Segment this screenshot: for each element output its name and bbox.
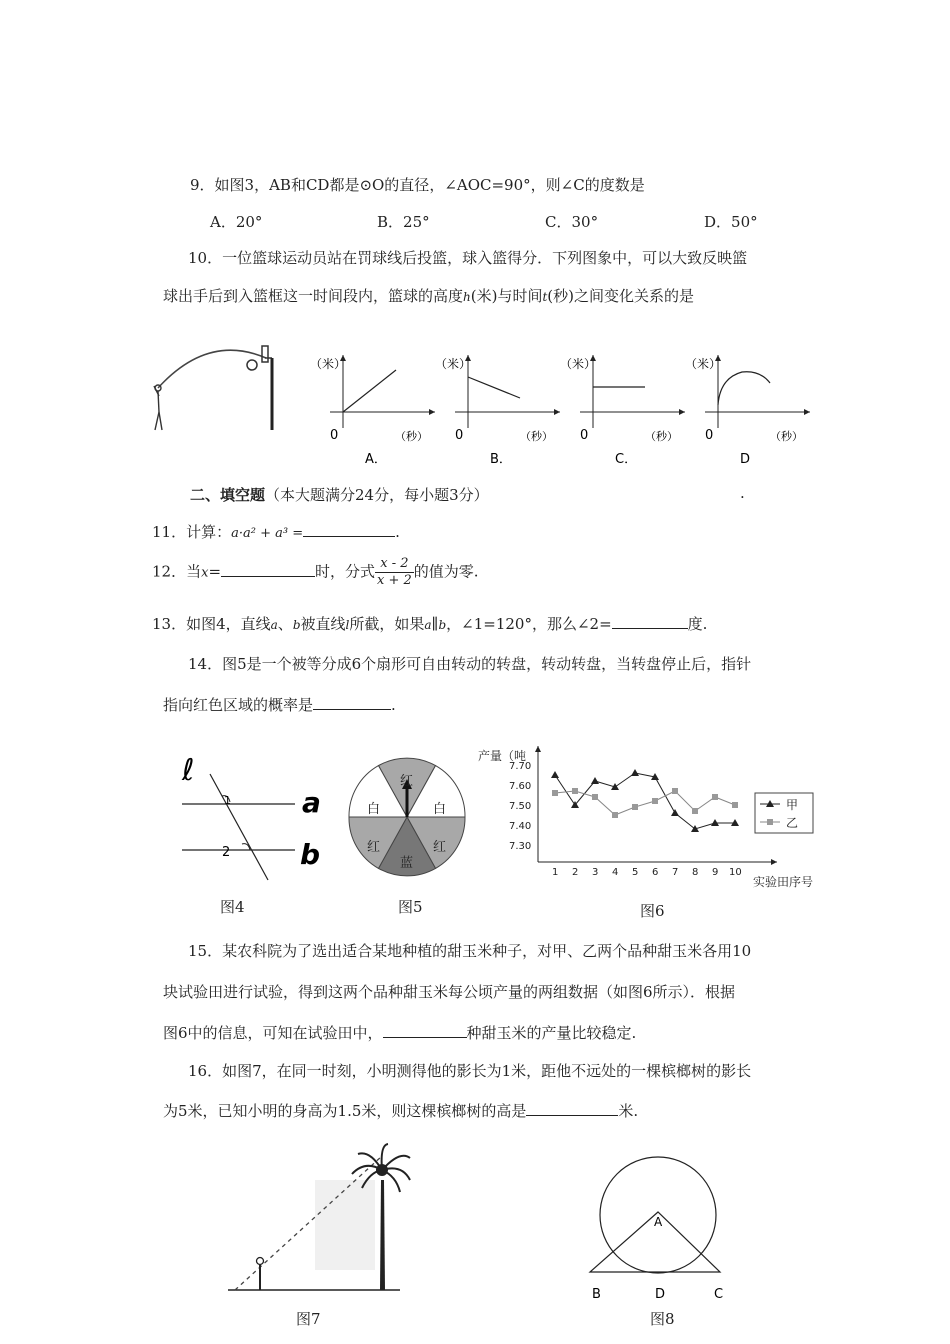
legend-series-jia: 甲 [786,798,799,812]
graph-b-origin: 0 [455,428,464,443]
q10-line2: 球出手后到入篮框这一时间段内，篮球的高度h(米)与时间t(秒)之间变化关系的是 [163,287,695,305]
chart-point-square [552,790,558,796]
chart-series-line [555,791,735,815]
q16-line1: 16．如图7，在同一时刻，小明测得他的影长为1米，距他不远处的一棵槟榔树的影长 [188,1062,752,1080]
graph-c-x-label: （秒） [645,430,678,443]
graph-a-y-label: （米） [310,357,347,371]
graph-b-y-label: （米） [435,357,472,371]
chart-y-tick-label: 7.60 [509,781,532,792]
q15-line3: 图6中的信息，可知在试验田中， 种甜玉米的产量比较稳定. [163,1024,637,1042]
chart-point-triangle [591,777,599,784]
chart-x-tick-label: 10 [729,867,742,878]
line-a-label: a [302,786,321,819]
line-l-label: ℓ [182,753,195,788]
q14-line1: 14．图5是一个被等分成6个扇形可自由转动的转盘，转动转盘，当转盘停止后，指针 [188,655,752,673]
q12-fraction: $\frac{x - 2}{x + 2}$ [377,556,412,588]
point-d-label: D [655,1287,666,1302]
chart-point-square [692,808,698,814]
chart-x-tick-label: 4 [612,867,619,878]
chart-y-tick-label: 7.30 [509,841,532,852]
q9-option-c: C．30° [545,213,599,231]
q14-answer-blank[interactable] [313,695,391,710]
q11: 11．计算：a·a² + a³ = . [152,523,400,541]
var-h: h [463,290,471,304]
graph-d-y-label: （米） [685,357,722,371]
chart-y-tick-label: 7.40 [509,821,532,832]
chart-series-line [555,773,735,829]
person-icon [257,1258,264,1291]
figure-8 [580,1140,730,1305]
chart-point-square [672,788,678,794]
chart-y-axis-arrow-icon [535,746,541,752]
chart-x-tick-label: 3 [592,867,599,878]
q9-stem: 9．如图3，AB和CD都是⊙O的直径，∠AOC=90°，则∠C的度数是 [190,176,645,194]
chart-x-tick-label: 5 [632,867,639,878]
graph-c [560,355,685,467]
chart-point-triangle [551,771,559,778]
sector-left-bottom: 红 [367,840,381,855]
chart-x-tick-label: 2 [572,867,579,878]
graph-d [685,355,810,467]
figure-5-spinner [345,755,470,880]
angle-2-label: 2 [222,845,231,860]
q13-answer-blank[interactable] [612,614,688,629]
chart-x-tick-label: 8 [692,867,699,878]
legend-series-yi: 乙 [786,816,799,830]
figure-7-caption: 图7 [296,1310,321,1328]
figure-6-caption: 图6 [640,902,665,920]
q15-line1: 15．某农科院为了选出适合某地种植的甜玉米种子，对甲、乙两个品种甜玉米各用10 [188,942,752,960]
q12-answer-blank[interactable] [221,562,315,577]
section-2-heading: 二、填空题（本大题满分24分，每小题3分） [190,486,489,504]
graph-a [310,355,435,467]
point-c-label: C [714,1287,724,1302]
chart-point-square [652,798,658,804]
figure-8-caption: 图8 [650,1310,675,1328]
graph-b [435,355,560,467]
chart-x-axis-arrow-icon [771,859,777,865]
chart-y-tick-label: 7.70 [509,761,532,772]
graph-a-origin: 0 [330,428,339,443]
graph-d-label: D [740,452,751,467]
graph-c-origin: 0 [580,428,589,443]
graph-a-label: A． [365,452,387,467]
basketball-shot-illustration [148,338,288,438]
q14-line2: 指向红色区域的概率是 . [163,696,396,714]
q11-expression: a·a² + a³ = [231,526,304,541]
chart-y-axis-label: 产量（吨 [478,749,527,763]
sector-bottom: 蓝 [400,856,414,871]
chart-legend [755,793,813,833]
chart-point-square [612,812,618,818]
q12: 12．当x= 时，分式 $\frac{x - 2}{x + 2}$ 的值为零. [152,556,479,588]
figure-4 [170,752,330,882]
q15-answer-blank[interactable] [383,1023,467,1038]
graph-b-x-label: （秒） [520,430,553,443]
q10-line1: 10．一位篮球运动员站在罚球线后投篮，球入篮得分．下列图象中，可以大致反映篮 [188,249,748,267]
graph-d-origin: 0 [705,428,714,443]
line-b-label: b [300,838,321,871]
graph-c-y-label: （米） [560,357,597,371]
chart-point-square [732,802,738,808]
figure-7 [220,1140,420,1300]
chart-x-tick-label: 9 [712,867,719,878]
sector-top: 红 [400,774,414,789]
graph-a-x-label: （秒） [395,430,428,443]
figure-5-caption: 图5 [398,898,423,916]
legend-square-icon [767,819,773,825]
point-b-label: B [592,1287,601,1302]
q16-answer-blank[interactable] [526,1101,618,1116]
q11-answer-blank[interactable] [303,522,395,537]
faded-background [315,1180,375,1270]
chart-x-tick-label: 7 [672,867,679,878]
graph-c-label: C． [615,452,638,467]
chart-point-square [632,804,638,810]
q9-option-a: A．20° [210,213,263,231]
figure-4-caption: 图4 [220,898,245,916]
chart-y-tick-label: 7.50 [509,801,532,812]
graph-d-x-label: （秒） [770,430,803,443]
chart-point-square [592,794,598,800]
q9-option-d: D．50° [704,213,758,231]
angle-1-label: 1 [224,794,231,807]
q13: 13．如图4，直线a、b被直线l所截，如果a∥b，∠1=120°，那么∠2= 度. [152,615,708,633]
sector-right-top: 白 [433,802,447,817]
chart-x-tick-label: 6 [652,867,659,878]
chart-x-tick-label: 1 [552,867,559,878]
chart-point-triangle [671,809,679,816]
sector-left-top: 白 [367,802,381,817]
q9-option-b: B．25° [377,213,430,231]
sector-right-bottom: 红 [433,840,447,855]
point-a-label: A [654,1215,663,1229]
section-2-dot: . [740,484,745,502]
chart-point-triangle [631,769,639,776]
chart-x-axis-label: 实验田序号 [753,875,814,889]
chart-point-square [572,788,578,794]
chart-point-square [712,794,718,800]
q16-line2: 为5米，已知小明的身高为1.5米，则这棵槟榔树的高是 米. [163,1102,639,1120]
q15-line2: 块试验田进行试验，得到这两个品种甜玉米每公顷产量的两组数据（如图6所示）．根据 [163,983,736,1001]
figure-6-chart [475,740,835,900]
q10-option-graphs [305,350,845,470]
graph-b-label: B． [490,452,512,467]
var-t: t [542,290,548,304]
